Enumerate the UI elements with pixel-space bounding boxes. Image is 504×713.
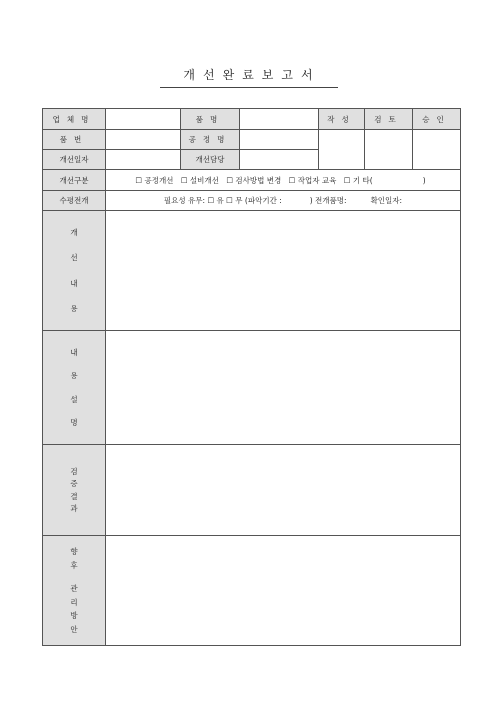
option-other[interactable]: ☐ 기 타( (343, 175, 373, 185)
rollout-product: ) 전개품명: (309, 196, 347, 205)
verification-label: 검 증 결 과 (43, 445, 106, 536)
product-label: 품명 (181, 109, 240, 130)
option-equipment[interactable]: ☐ 설비개선 (180, 175, 219, 185)
content-label: 개 선 내 용 (43, 211, 106, 331)
approval-write-label: 작성 (319, 109, 365, 130)
product-field[interactable] (240, 109, 319, 130)
owner-field[interactable] (240, 150, 319, 170)
company-label: 업체명 (43, 109, 106, 130)
date-label: 개선일자 (43, 150, 106, 170)
company-field[interactable] (106, 109, 181, 130)
option-other-close: ) (422, 175, 426, 185)
part-no-field[interactable] (106, 130, 181, 150)
rollout-label: 수평전개 (43, 191, 106, 211)
date-field[interactable] (106, 150, 181, 170)
rollout-details (106, 191, 461, 211)
rollout-confirm-date: 확인일자: (370, 196, 403, 205)
option-inspection[interactable]: ☐ 검사방법 변경 (226, 175, 282, 185)
owner-label: 개선담당 (181, 150, 240, 170)
document-title: 개선완료보고서 (183, 68, 321, 82)
description-label: 내 용 설 명 (43, 331, 106, 445)
part-no-label: 품번 (43, 130, 106, 150)
category-options (106, 170, 461, 191)
approval-approve-sign[interactable] (413, 130, 461, 170)
category-label: 개선구분 (43, 170, 106, 191)
rollout-need: 필요성 유무: ☐ 유 ☐ 무 (파악기간 : (163, 196, 282, 205)
description-area[interactable] (106, 331, 461, 445)
approval-approve-label: 승인 (413, 109, 461, 130)
verification-area[interactable] (106, 445, 461, 536)
process-label: 공정명 (181, 130, 240, 150)
content-area[interactable] (106, 211, 461, 331)
approval-review-label: 검토 (365, 109, 413, 130)
title-underline (160, 87, 338, 88)
process-field[interactable] (240, 130, 319, 150)
option-process[interactable]: ☐ 공정개선 (135, 175, 174, 185)
future-plan-label: 향 후 관 리 방 안 (43, 536, 106, 646)
option-training[interactable]: ☐ 작업자 교육 (288, 175, 337, 185)
report-form (42, 108, 461, 646)
approval-review-sign[interactable] (365, 130, 413, 170)
approval-write-sign[interactable] (319, 130, 365, 170)
future-plan-area[interactable] (106, 536, 461, 646)
